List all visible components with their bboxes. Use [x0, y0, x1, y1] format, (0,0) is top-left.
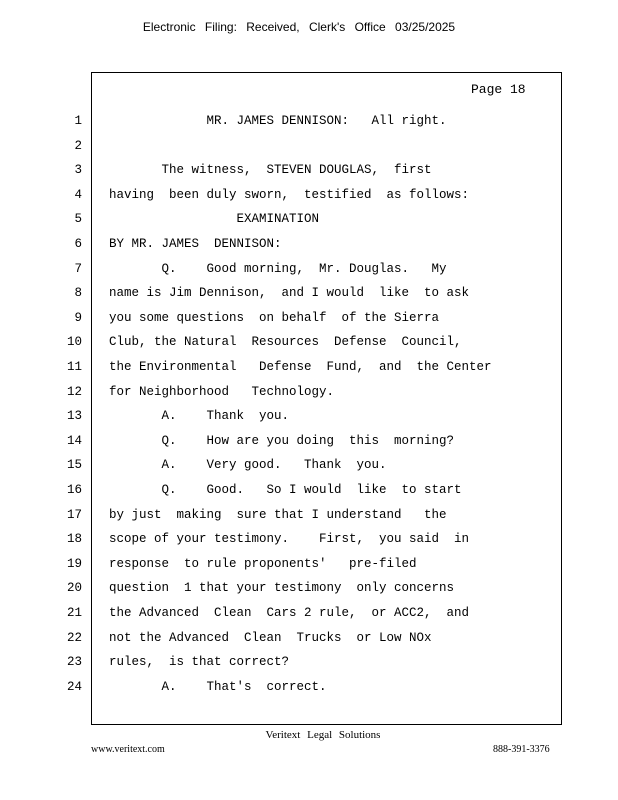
line-number: 4 [74, 187, 82, 202]
line-number: 22 [66, 630, 82, 645]
transcript-line-text: Club, the Natural Resources Defense Council, [109, 335, 462, 350]
transcript-line-text: name is Jim Dennison, and I would like to ask [109, 286, 470, 301]
transcript-line-text: The witness, STEVEN DOUGLAS, first [109, 163, 432, 178]
transcript-line-text: A. Very good. Thank you. [109, 458, 387, 473]
transcript-line-text: A. That's correct. [109, 679, 327, 694]
line-number: 11 [66, 360, 82, 374]
transcript-line-text: scope of your testimony. First, you said in [109, 532, 470, 547]
transcript-line-text: Q. How are you doing this morning? [109, 433, 455, 448]
line-number: 20 [66, 581, 82, 596]
page-number: Page 18 [471, 82, 526, 97]
footer-phone: 888-391-3376 [493, 744, 550, 755]
transcript-line-text: EXAMINATION [109, 212, 320, 227]
line-number: 13 [66, 409, 82, 424]
transcript-line-text: rules, is that correct? [109, 655, 290, 670]
line-number: 14 [66, 433, 82, 448]
line-number: 12 [66, 384, 82, 399]
line-number: 15 [66, 458, 82, 473]
transcript-line-text: by just making sure that I understand the [109, 507, 447, 522]
transcript-line-text: not the Advanced Clean Trucks or Low NOx [109, 630, 432, 645]
line-number: 24 [66, 679, 82, 694]
line-number: 16 [66, 483, 82, 497]
transcript-line-text: Q. Good morning, Mr. Douglas. My [109, 261, 447, 276]
line-number: 7 [74, 261, 82, 276]
line-number: 5 [74, 212, 82, 227]
line-number: 6 [74, 237, 82, 251]
line-number: 2 [74, 138, 82, 153]
line-number: 23 [66, 655, 82, 670]
line-number: 19 [66, 556, 82, 571]
transcript-line-text: response to rule proponents' pre-filed [109, 556, 417, 571]
electronic-filing-header: Electronic Filing: Received, Clerk's Office 03/25/2025 [142, 20, 456, 34]
line-number: 8 [74, 286, 82, 301]
transcript-line-text: for Neighborhood Technology. [109, 384, 335, 399]
transcript-line-text: the Environmental Defense Fund, and the Center [109, 360, 492, 374]
line-number: 18 [66, 532, 82, 547]
transcript-line-text: BY MR. JAMES DENNISON: [109, 237, 282, 251]
line-number: 10 [66, 335, 82, 350]
line-number: 9 [74, 310, 82, 325]
line-number: 3 [74, 163, 82, 178]
line-number: 21 [66, 606, 82, 620]
footer-company: Veritext Legal Solutions [265, 729, 381, 741]
transcript-line-text: having been duly sworn, testified as follows: [109, 187, 470, 202]
transcript-line-text: A. Thank you. [109, 409, 290, 424]
transcript-line-text: Q. Good. So I would like to start [109, 483, 462, 497]
line-number: 17 [66, 507, 82, 522]
transcript-line-text: MR. JAMES DENNISON: All right. [109, 114, 447, 128]
transcript-line-text: the Advanced Clean Cars 2 rule, or ACC2, and [109, 606, 470, 620]
footer-website: www.veritext.com [91, 744, 165, 755]
transcript-line-text: question 1 that your testimony only concerns [109, 581, 455, 596]
line-number: 1 [74, 114, 82, 128]
transcript-line-text: you some questions on behalf of the Sierra [109, 310, 440, 325]
